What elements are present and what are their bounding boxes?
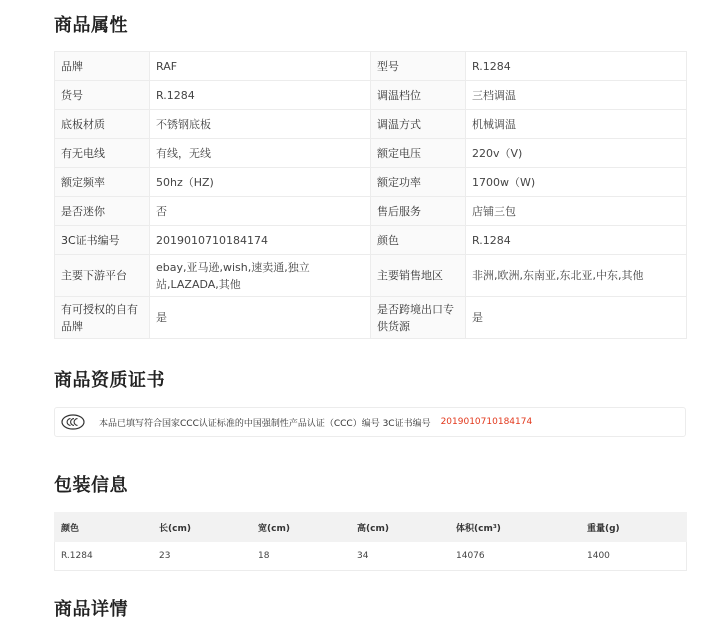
attribute-value: R.1284 xyxy=(150,81,371,110)
packaging-header: 高(cm) xyxy=(351,513,450,542)
attribute-key: 颜色 xyxy=(371,226,466,255)
attribute-key: 有无电线 xyxy=(55,139,150,168)
packaging-table xyxy=(54,512,687,571)
attribute-row xyxy=(55,52,687,81)
attribute-key: 有可授权的自有品牌 xyxy=(55,297,150,339)
attribute-value: ebay,亚马逊,wish,速卖通,独立站,LAZADA,其他 xyxy=(150,255,371,297)
attribute-value: 2019010710184174 xyxy=(150,226,371,255)
attribute-value: 三档调温 xyxy=(466,81,687,110)
packaging-header-row xyxy=(55,513,687,542)
packaging-cell: R.1284 xyxy=(55,542,153,571)
attribute-value: 是 xyxy=(466,297,687,339)
attribute-value: 1700w（W) xyxy=(466,168,687,197)
packaging-cell: 34 xyxy=(351,542,450,571)
attribute-value: 是 xyxy=(150,297,371,339)
attribute-value: 机械调温 xyxy=(466,110,687,139)
attribute-key: 售后服务 xyxy=(371,197,466,226)
attribute-value: 50hz（HZ) xyxy=(150,168,371,197)
attribute-row xyxy=(55,255,687,297)
attribute-value: RAF xyxy=(150,52,371,81)
attribute-key: 是否跨境出口专供货源 xyxy=(371,297,466,339)
attribute-row xyxy=(55,110,687,139)
attribute-key: 调温档位 xyxy=(371,81,466,110)
attribute-key: 调温方式 xyxy=(371,110,466,139)
packaging-header: 宽(cm) xyxy=(252,513,351,542)
attribute-value: 有线，无线 xyxy=(150,139,371,168)
attribute-row xyxy=(55,81,687,110)
packaging-header: 体积(cm³) xyxy=(450,513,581,542)
packaging-section-title: 包装信息 xyxy=(54,475,128,496)
attribute-row xyxy=(55,226,687,255)
attributes-table xyxy=(54,51,687,339)
attribute-value: 店铺三包 xyxy=(466,197,687,226)
attribute-key: 主要下游平台 xyxy=(55,255,150,297)
attribute-row xyxy=(55,168,687,197)
attribute-key: 是否迷你 xyxy=(55,197,150,226)
attribute-key: 3C证书编号 xyxy=(55,226,150,255)
packaging-cell: 1400 xyxy=(581,542,687,571)
packaging-cell: 18 xyxy=(252,542,351,571)
packaging-header: 长(cm) xyxy=(153,513,252,542)
attribute-row xyxy=(55,139,687,168)
packaging-cell: 23 xyxy=(153,542,252,571)
attribute-row xyxy=(55,197,687,226)
packaging-cell: 14076 xyxy=(450,542,581,571)
certificate-box xyxy=(54,407,686,437)
certificate-section-title: 商品资质证书 xyxy=(54,370,165,391)
attribute-value: R.1284 xyxy=(466,226,687,255)
attribute-key: 型号 xyxy=(371,52,466,81)
attribute-key: 底板材质 xyxy=(55,110,150,139)
certificate-text: 本品已填写符合国家CCC认证标准的中国强制性产品认证（CCC）编号 3C证书编号 xyxy=(99,418,431,429)
attribute-key: 额定功率 xyxy=(371,168,466,197)
attribute-value: 220v（V) xyxy=(466,139,687,168)
details-section-title: 商品详情 xyxy=(54,599,128,620)
attributes-section-title: 商品属性 xyxy=(54,15,128,36)
attribute-key: 品牌 xyxy=(55,52,150,81)
attribute-key: 主要销售地区 xyxy=(371,255,466,297)
attribute-key: 额定电压 xyxy=(371,139,466,168)
ccc-certification-icon xyxy=(61,414,85,430)
attribute-value: 非洲,欧洲,东南亚,东北亚,中东,其他 xyxy=(466,255,687,297)
table-row xyxy=(55,542,687,571)
packaging-header: 颜色 xyxy=(55,513,153,542)
attribute-key: 货号 xyxy=(55,81,150,110)
attribute-value: 否 xyxy=(150,197,371,226)
attribute-value: 不锈钢底板 xyxy=(150,110,371,139)
packaging-header: 重量(g) xyxy=(581,513,687,542)
attribute-value: R.1284 xyxy=(466,52,687,81)
certificate-number: 2019010710184174 xyxy=(440,417,533,427)
attribute-key: 额定频率 xyxy=(55,168,150,197)
attribute-row xyxy=(55,297,687,339)
